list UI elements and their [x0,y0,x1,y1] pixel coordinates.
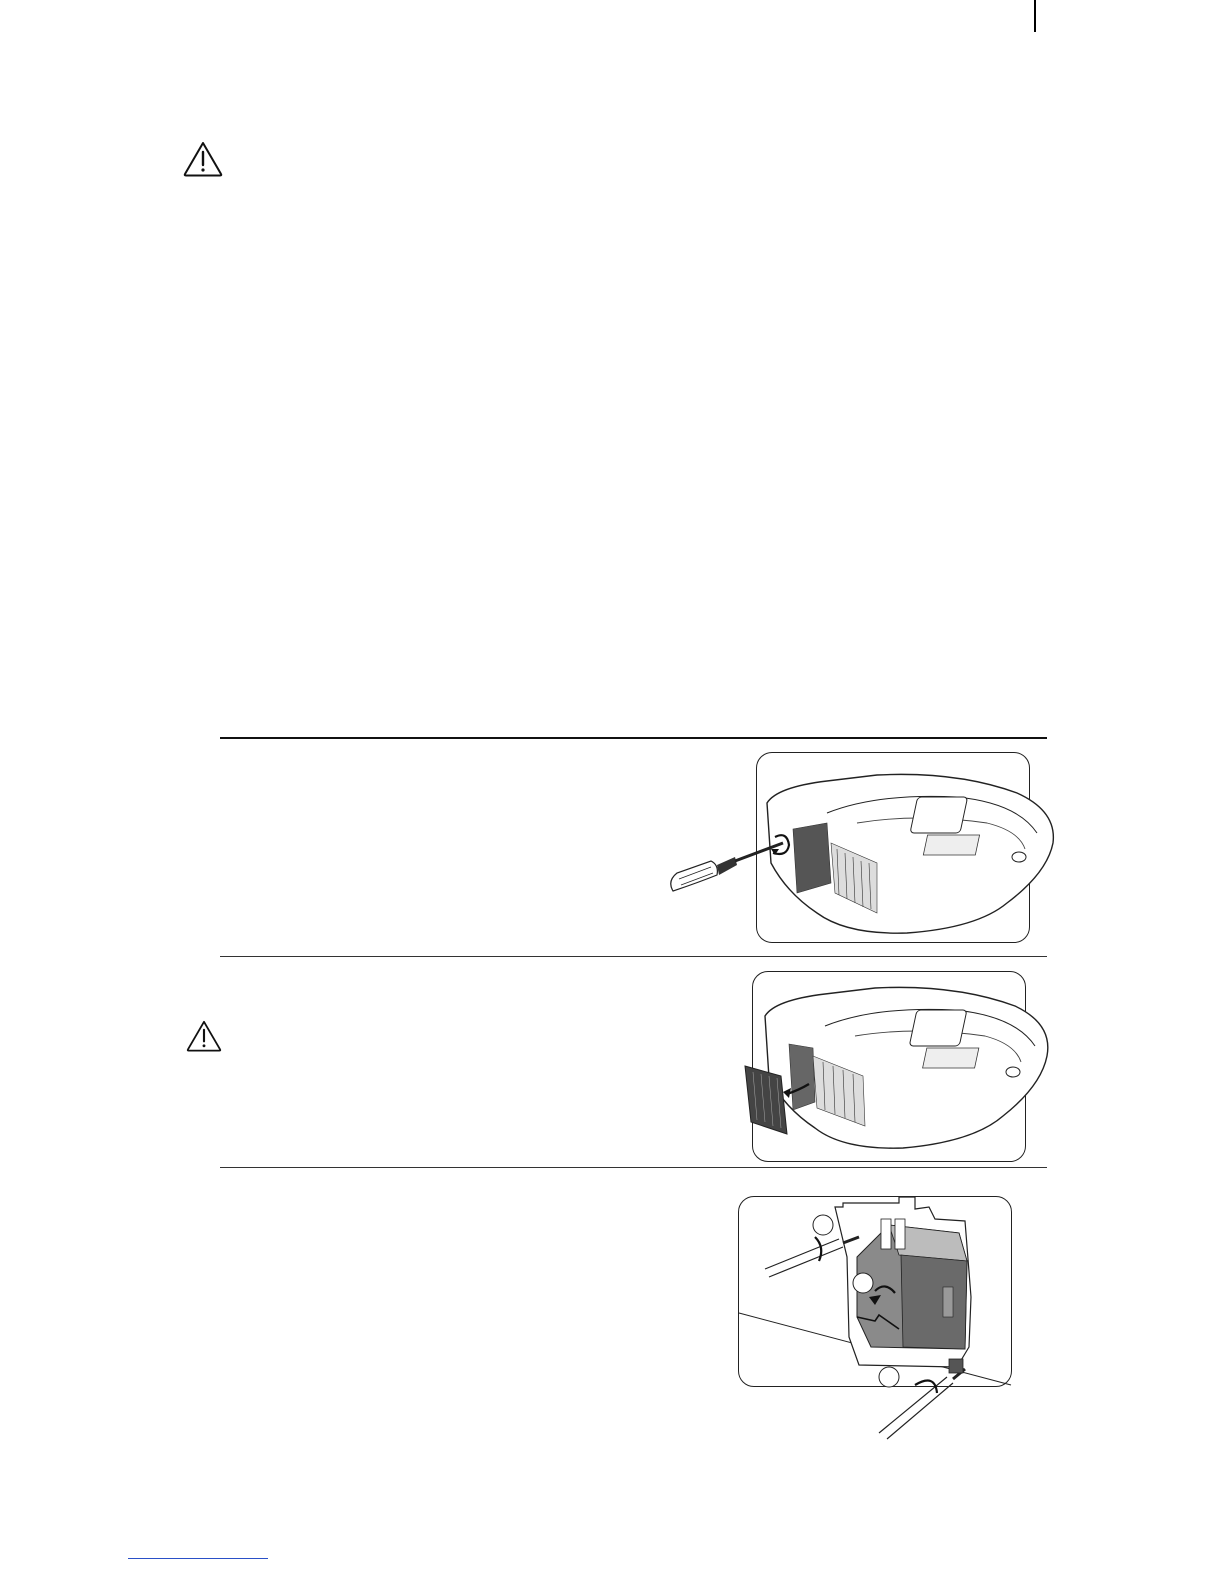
footer-link-underline [128,1558,268,1559]
page-edge-marker [1034,0,1036,32]
step-divider-1 [220,956,1047,957]
step-table-top-rule [220,737,1047,739]
step2-illustration [752,971,1026,1162]
step3-illustration [738,1196,1012,1387]
caution-icon [183,141,223,177]
step1-illustration [756,752,1030,943]
caution-icon [186,1020,222,1052]
step-divider-2 [220,1167,1047,1168]
